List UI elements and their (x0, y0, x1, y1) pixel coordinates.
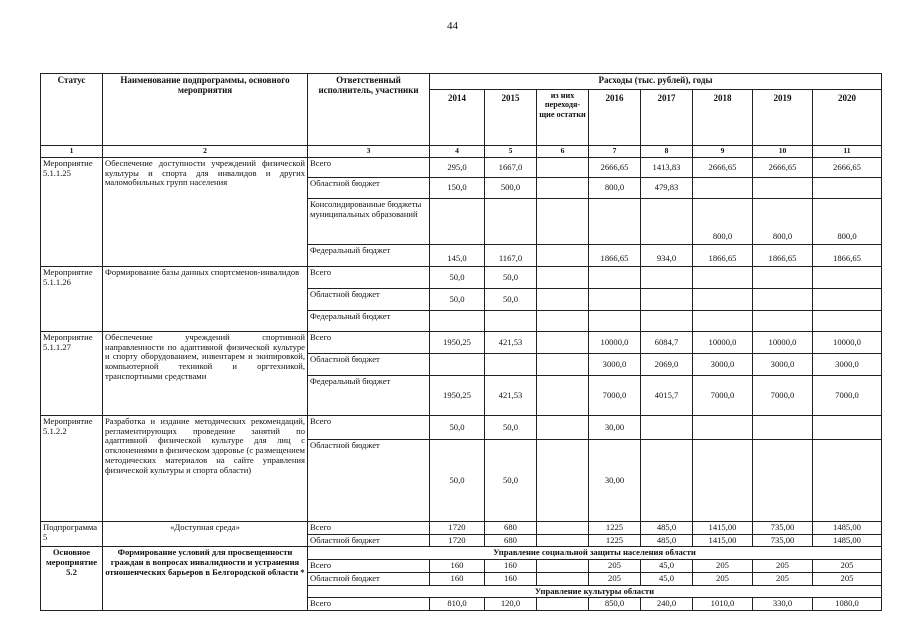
value-cell: 680 (485, 534, 537, 547)
value-cell (589, 199, 641, 245)
value-cell: 680 (485, 522, 537, 535)
funding-source-cell: Областной бюджет (308, 289, 430, 311)
value-cell: 810,0 (430, 598, 485, 611)
value-cell: 1485,00 (813, 534, 882, 547)
status-cell: Основное мероприятие 5.2 (41, 547, 103, 611)
header-name: Наименование подпрограммы, основного мероприятия (103, 74, 308, 146)
value-cell: 330,0 (753, 598, 813, 611)
column-number: 1 (41, 146, 103, 158)
status-cell: Мероприятие 5.1.2.2 (41, 416, 103, 522)
value-cell (485, 199, 537, 245)
event-name-cell: Формирование условий для просвещенности граждан в вопросах инвалидности и устранения отношенческих барьеров в Белгородской области * (103, 547, 308, 611)
value-cell: 1225 (589, 534, 641, 547)
value-cell (430, 311, 485, 332)
value-cell: 1485,00 (813, 522, 882, 535)
funding-source-cell: Всего (308, 416, 430, 440)
column-number: 11 (813, 146, 882, 158)
value-cell (537, 289, 589, 311)
value-cell: 800,0 (813, 199, 882, 245)
funding-source-cell: Федеральный бюджет (308, 376, 430, 416)
header-executor: Ответственный исполнитель, участники (308, 74, 430, 146)
value-cell (641, 289, 693, 311)
funding-source-cell: Областной бюджет (308, 354, 430, 376)
value-cell: 735,00 (753, 534, 813, 547)
funding-source-cell: Областной бюджет (308, 178, 430, 199)
value-cell (430, 199, 485, 245)
value-cell: 205 (589, 572, 641, 585)
value-cell: 1950,25 (430, 332, 485, 354)
value-cell: 10000,0 (589, 332, 641, 354)
header-year-2014: 2014 (430, 90, 485, 146)
value-cell (537, 158, 589, 178)
value-cell: 421,53 (485, 376, 537, 416)
value-cell: 205 (589, 560, 641, 573)
value-cell (589, 311, 641, 332)
value-cell (537, 332, 589, 354)
value-cell: 485,0 (641, 534, 693, 547)
value-cell: 1667,0 (485, 158, 537, 178)
value-cell (753, 289, 813, 311)
value-cell: 850,0 (589, 598, 641, 611)
value-cell (589, 289, 641, 311)
value-cell (813, 416, 882, 440)
value-cell: 1866,65 (589, 245, 641, 267)
value-cell: 4015,7 (641, 376, 693, 416)
value-cell: 50,0 (430, 289, 485, 311)
value-cell: 50,0 (485, 267, 537, 289)
table-row (41, 158, 882, 178)
funding-source-cell: Всего (308, 267, 430, 289)
budget-table (40, 73, 882, 611)
value-cell: 240,0 (641, 598, 693, 611)
column-number: 4 (430, 146, 485, 158)
value-cell: 1080,0 (813, 598, 882, 611)
funding-source-cell: Всего (308, 332, 430, 354)
value-cell: 145,0 (430, 245, 485, 267)
value-cell: 2666,65 (589, 158, 641, 178)
value-cell (693, 267, 753, 289)
funding-source-cell: Федеральный бюджет (308, 245, 430, 267)
value-cell: 160 (430, 572, 485, 585)
value-cell: 1225 (589, 522, 641, 535)
value-cell: 205 (753, 560, 813, 573)
funding-source-cell: Консолидированные бюджеты муниципальных образований (308, 199, 430, 245)
value-cell: 7000,0 (753, 376, 813, 416)
value-cell (537, 267, 589, 289)
funding-source-cell: Всего (308, 598, 430, 611)
page-number: 44 (447, 20, 458, 32)
section-header: Управление социальной защиты населения области (308, 547, 882, 560)
value-cell: 3000,0 (589, 354, 641, 376)
funding-source-cell: Областной бюджет (308, 440, 430, 522)
value-cell: 800,0 (589, 178, 641, 199)
value-cell (537, 311, 589, 332)
value-cell: 3000,0 (813, 354, 882, 376)
value-cell: 45,0 (641, 572, 693, 585)
table-row (41, 416, 882, 440)
value-cell: 205 (753, 572, 813, 585)
value-cell (537, 354, 589, 376)
funding-source-cell: Всего (308, 522, 430, 535)
value-cell: 1950,25 (430, 376, 485, 416)
value-cell: 160 (485, 572, 537, 585)
value-cell (813, 267, 882, 289)
column-number: 10 (753, 146, 813, 158)
value-cell: 205 (813, 572, 882, 585)
value-cell: 3000,0 (693, 354, 753, 376)
value-cell (537, 440, 589, 522)
value-cell (641, 440, 693, 522)
value-cell: 1415,00 (693, 534, 753, 547)
header-expenses: Расходы (тыс. рублей), годы (430, 74, 882, 90)
table-row (41, 267, 882, 289)
value-cell: 10000,0 (693, 332, 753, 354)
value-cell: 1866,65 (813, 245, 882, 267)
value-cell: 2666,65 (813, 158, 882, 178)
value-cell (537, 560, 589, 573)
column-number-row (41, 146, 882, 158)
value-cell (537, 178, 589, 199)
value-cell (753, 416, 813, 440)
value-cell: 50,0 (485, 416, 537, 440)
value-cell (813, 178, 882, 199)
header-year-2015: 2015 (485, 90, 537, 146)
value-cell (537, 572, 589, 585)
value-cell (537, 522, 589, 535)
funding-source-cell: Областной бюджет (308, 534, 430, 547)
value-cell: 45,0 (641, 560, 693, 573)
value-cell (641, 199, 693, 245)
subprogram-name-cell: «Доступная среда» (103, 522, 308, 547)
value-cell: 1010,0 (693, 598, 753, 611)
value-cell: 1866,65 (693, 245, 753, 267)
value-cell: 3000,0 (753, 354, 813, 376)
value-cell: 6084,7 (641, 332, 693, 354)
value-cell: 50,0 (430, 267, 485, 289)
value-cell: 485,0 (641, 522, 693, 535)
header-year-2016: 2016 (589, 90, 641, 146)
value-cell: 7000,0 (693, 376, 753, 416)
column-number: 8 (641, 146, 693, 158)
funding-source-cell: Всего (308, 560, 430, 573)
value-cell: 50,0 (430, 416, 485, 440)
value-cell (693, 440, 753, 522)
status-cell: Мероприятие 5.1.1.27 (41, 332, 103, 416)
value-cell: 10000,0 (753, 332, 813, 354)
funding-source-cell: Областной бюджет (308, 572, 430, 585)
value-cell: 2069,0 (641, 354, 693, 376)
column-number: 2 (103, 146, 308, 158)
header-carryover: из них переходя-щие остатки (537, 90, 589, 146)
value-cell (641, 267, 693, 289)
value-cell: 800,0 (693, 199, 753, 245)
status-cell: Подпрограмма 5 (41, 522, 103, 547)
value-cell (537, 598, 589, 611)
value-cell: 1413,83 (641, 158, 693, 178)
value-cell (753, 178, 813, 199)
value-cell: 295,0 (430, 158, 485, 178)
value-cell: 2666,65 (693, 158, 753, 178)
value-cell: 160 (485, 560, 537, 573)
value-cell (537, 245, 589, 267)
table-row (41, 332, 882, 354)
value-cell (813, 440, 882, 522)
value-cell: 120,0 (485, 598, 537, 611)
value-cell (693, 178, 753, 199)
value-cell: 1167,0 (485, 245, 537, 267)
value-cell: 10000,0 (813, 332, 882, 354)
value-cell (537, 534, 589, 547)
value-cell: 1720 (430, 522, 485, 535)
value-cell (641, 416, 693, 440)
header-year-2018: 2018 (693, 90, 753, 146)
value-cell: 735,00 (753, 522, 813, 535)
value-cell: 1866,65 (753, 245, 813, 267)
header-year-2017: 2017 (641, 90, 693, 146)
funding-source-cell: Всего (308, 158, 430, 178)
value-cell: 500,0 (485, 178, 537, 199)
value-cell (537, 199, 589, 245)
value-cell: 205 (693, 572, 753, 585)
column-number: 6 (537, 146, 589, 158)
section-header: Управление культуры области (308, 585, 882, 598)
event-name-cell: Формирование базы данных спортсменов-инвалидов (103, 267, 308, 332)
value-cell: 205 (813, 560, 882, 573)
value-cell (813, 289, 882, 311)
value-cell (753, 267, 813, 289)
value-cell: 479,83 (641, 178, 693, 199)
value-cell (693, 311, 753, 332)
value-cell: 150,0 (430, 178, 485, 199)
header-year-2020: 2020 (813, 90, 882, 146)
value-cell (813, 311, 882, 332)
header-year-2019: 2019 (753, 90, 813, 146)
value-cell: 50,0 (485, 440, 537, 522)
column-number: 5 (485, 146, 537, 158)
value-cell (641, 311, 693, 332)
status-cell: Мероприятие 5.1.1.26 (41, 267, 103, 332)
value-cell (485, 354, 537, 376)
value-cell: 7000,0 (589, 376, 641, 416)
value-cell (693, 289, 753, 311)
value-cell: 160 (430, 560, 485, 573)
table-row (41, 522, 882, 535)
event-name-cell: Обеспечение доступности учреждений физической культуры и спорта для инвалидов и других маломобильных групп населения (103, 158, 308, 267)
value-cell (485, 311, 537, 332)
value-cell: 7000,0 (813, 376, 882, 416)
section-row (41, 547, 882, 560)
value-cell: 30,00 (589, 440, 641, 522)
header-status: Статус (41, 74, 103, 146)
value-cell (753, 311, 813, 332)
value-cell: 205 (693, 560, 753, 573)
column-number: 3 (308, 146, 430, 158)
value-cell (537, 376, 589, 416)
value-cell: 934,0 (641, 245, 693, 267)
funding-source-cell: Федеральный бюджет (308, 311, 430, 332)
column-number: 7 (589, 146, 641, 158)
value-cell (537, 416, 589, 440)
value-cell (430, 354, 485, 376)
event-name-cell: Разработка и издание методических рекомендаций, регламентирующих проведение занятий по адаптивной физической культуре для лиц с отклонениями в физическом здоровье (с размещением методических материалов на сайте управления физической культуры и спорта области) (103, 416, 308, 522)
value-cell: 421,53 (485, 332, 537, 354)
value-cell (589, 267, 641, 289)
value-cell: 1415,00 (693, 522, 753, 535)
value-cell: 30,00 (589, 416, 641, 440)
value-cell (753, 440, 813, 522)
value-cell: 1720 (430, 534, 485, 547)
value-cell (693, 416, 753, 440)
status-cell: Мероприятие 5.1.1.25 (41, 158, 103, 267)
event-name-cell: Обеспечение учреждений спортивной направленности по адаптивной физической культуре и спорту оборудованием, инвентарем и экипировкой, компьютерной техникой и оргтехникой, транспортными средствами (103, 332, 308, 416)
value-cell: 2666,65 (753, 158, 813, 178)
value-cell: 50,0 (430, 440, 485, 522)
value-cell: 800,0 (753, 199, 813, 245)
value-cell: 50,0 (485, 289, 537, 311)
column-number: 9 (693, 146, 753, 158)
